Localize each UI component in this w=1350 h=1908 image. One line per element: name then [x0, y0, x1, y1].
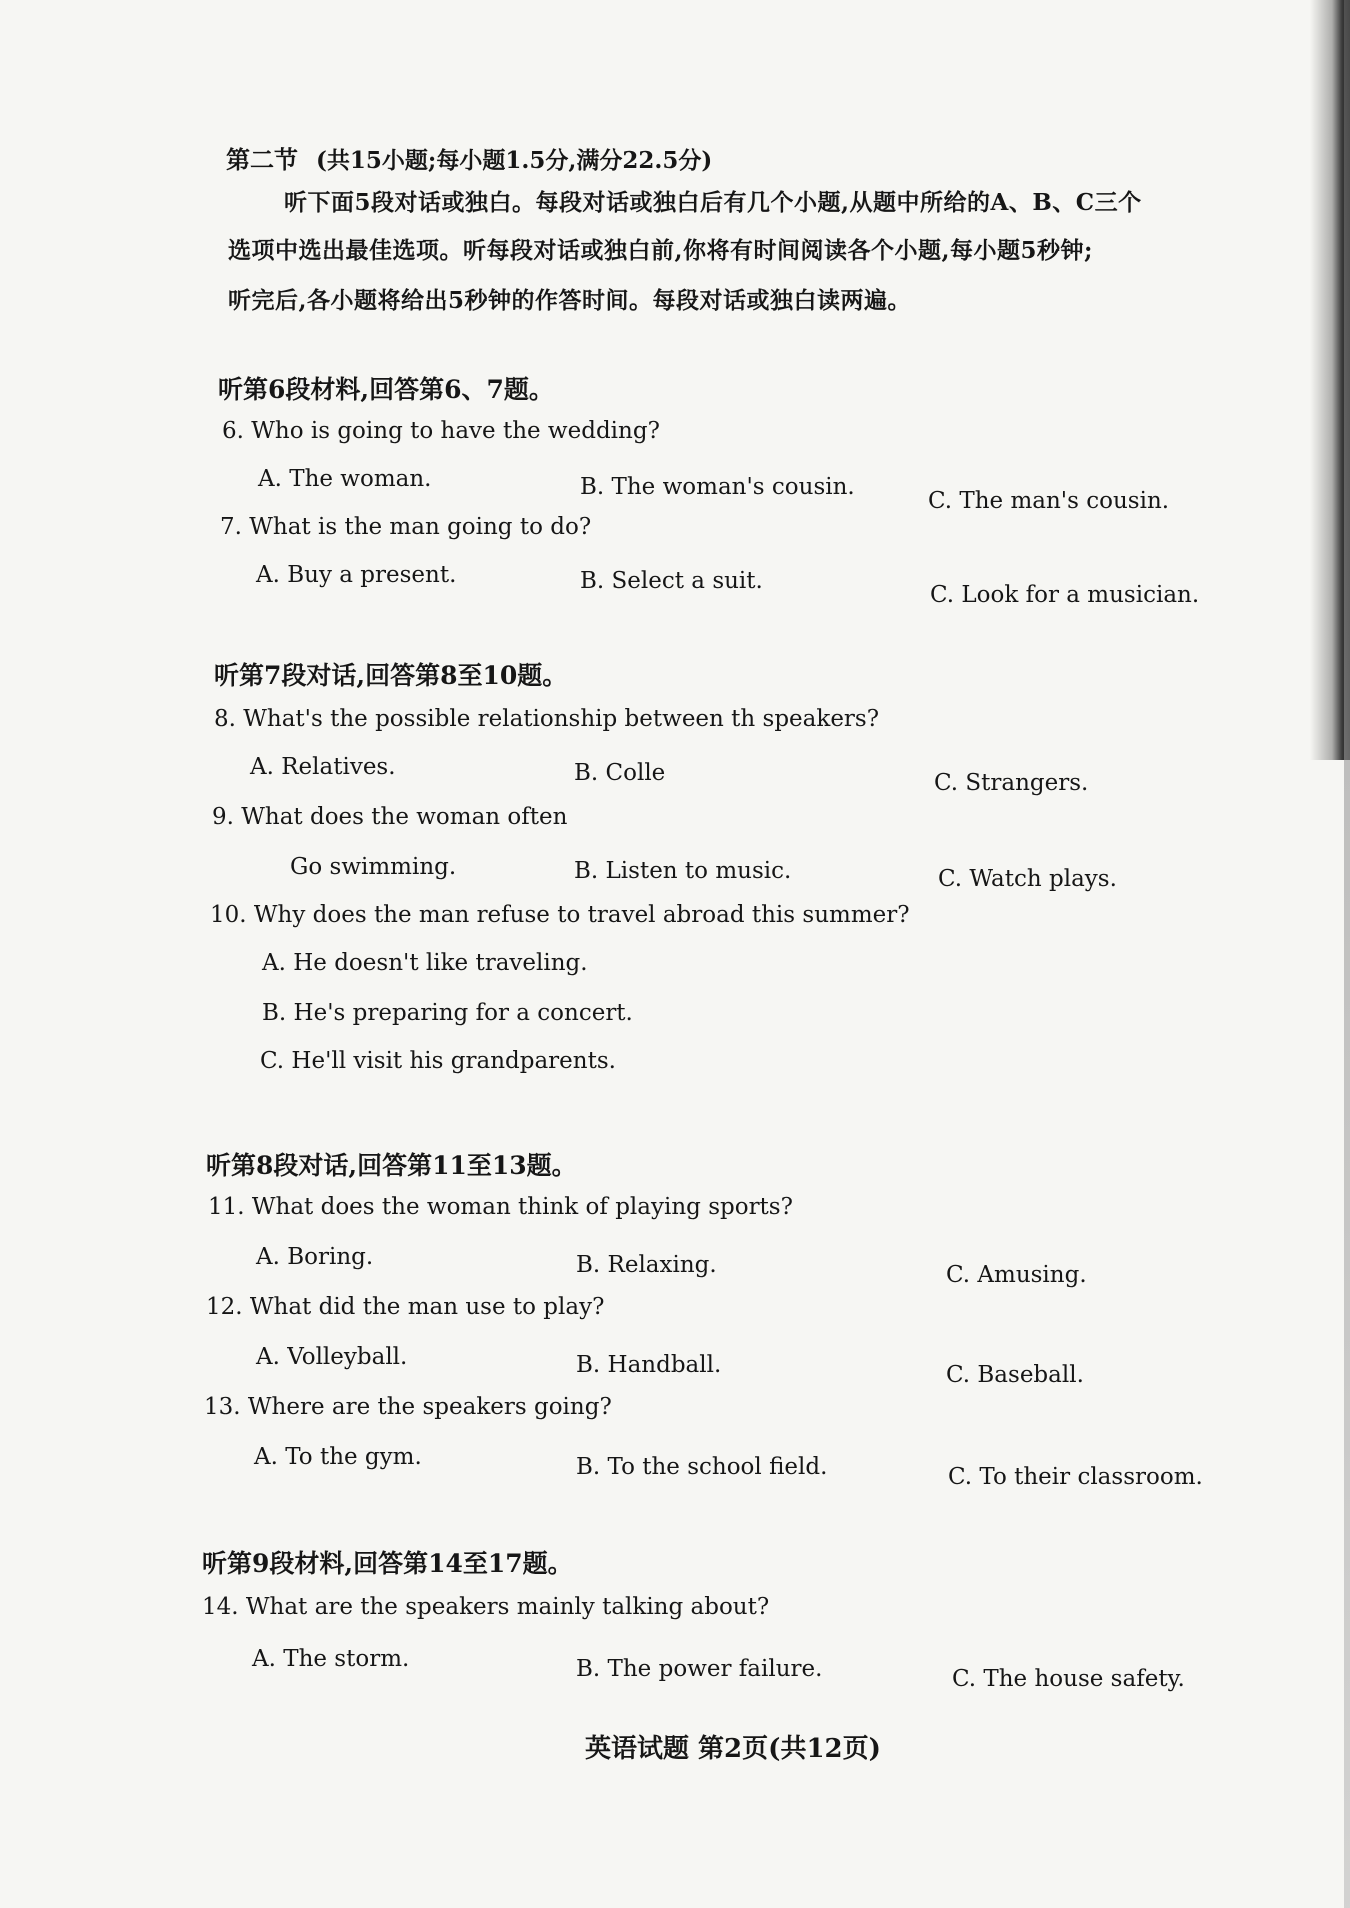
option-a: Go swimming.	[290, 854, 457, 880]
option-a: A. Relatives.	[250, 754, 396, 780]
option-a: A. Boring.	[256, 1244, 374, 1270]
option-a: A. Volleyball.	[256, 1344, 408, 1370]
question-stem: 11. What does the woman think of playing sports?	[208, 1194, 793, 1220]
option-c: C. To their classroom.	[948, 1464, 1203, 1490]
question-stem: 6. Who is going to have the wedding?	[222, 418, 660, 444]
option-b: B. The woman's cousin.	[580, 474, 855, 500]
option-c: C. Watch plays.	[938, 866, 1117, 892]
section-scoring-note: (共15小题;每小题1.5分,满分22.5分)	[316, 147, 713, 174]
question-stem: 13. Where are the speakers going?	[204, 1394, 612, 1420]
section-heading: 听第7段对话,回答第8至10题。	[214, 661, 568, 690]
section-heading: 听第6段材料,回答第6、7题。	[218, 375, 554, 404]
section-title: 第二节	[226, 145, 298, 174]
question-stem: 7. What is the man going to do?	[220, 514, 592, 540]
question-stem: 9. What does the woman often	[212, 804, 568, 830]
option-a: A. The storm.	[252, 1646, 410, 1672]
question-stem: 14. What are the speakers mainly talking about?	[202, 1594, 770, 1620]
option-c: C. The house safety.	[952, 1666, 1185, 1692]
question-stem: 10. Why does the man refuse to travel abroad this summer?	[210, 902, 910, 928]
instruction-line-1: 听下面5段对话或独白。每段对话或独白后有几个小题,从题中所给的A、B、C三个	[284, 189, 1142, 216]
question-stem: 8. What's the possible relationship between th speakers?	[214, 706, 880, 732]
option-b: B. Relaxing.	[576, 1252, 717, 1278]
option-b: B. Handball.	[576, 1352, 722, 1378]
option-b: B. Listen to music.	[574, 858, 792, 884]
option-c: C. Strangers.	[934, 770, 1089, 796]
section-heading: 听第9段材料,回答第14至17题。	[202, 1549, 573, 1578]
option-a: A. Buy a present.	[256, 562, 457, 588]
option-a: A. He doesn't like traveling.	[262, 950, 588, 976]
option-b: B. Select a suit.	[580, 568, 763, 594]
page-footer: 英语试题 第2页(共12页)	[585, 1734, 881, 1764]
option-b: B. He's preparing for a concert.	[262, 1000, 633, 1026]
option-b: B. Colle	[574, 760, 666, 786]
option-c: C. He'll visit his grandparents.	[260, 1048, 616, 1074]
question-stem: 12. What did the man use to play?	[206, 1294, 605, 1320]
option-c: C. The man's cousin.	[928, 488, 1170, 514]
option-b: B. The power failure.	[576, 1656, 823, 1682]
instruction-line-3: 听完后,各小题将给出5秒钟的作答时间。每段对话或独白读两遍。	[228, 287, 912, 314]
section-header	[226, 140, 712, 175]
option-c: C. Amusing.	[946, 1262, 1087, 1288]
option-c: C. Look for a musician.	[930, 582, 1200, 608]
option-c: C. Baseball.	[946, 1362, 1084, 1388]
section-heading: 听第8段对话,回答第11至13题。	[206, 1151, 577, 1180]
instruction-line-2: 选项中选出最佳选项。听每段对话或独白前,你将有时间阅读各个小题,每小题5秒钟;	[228, 237, 1094, 264]
option-b: B. To the school field.	[576, 1454, 828, 1480]
scan-edge	[1344, 0, 1350, 1908]
option-a: A. To the gym.	[254, 1444, 422, 1470]
option-a: A. The woman.	[258, 466, 432, 492]
